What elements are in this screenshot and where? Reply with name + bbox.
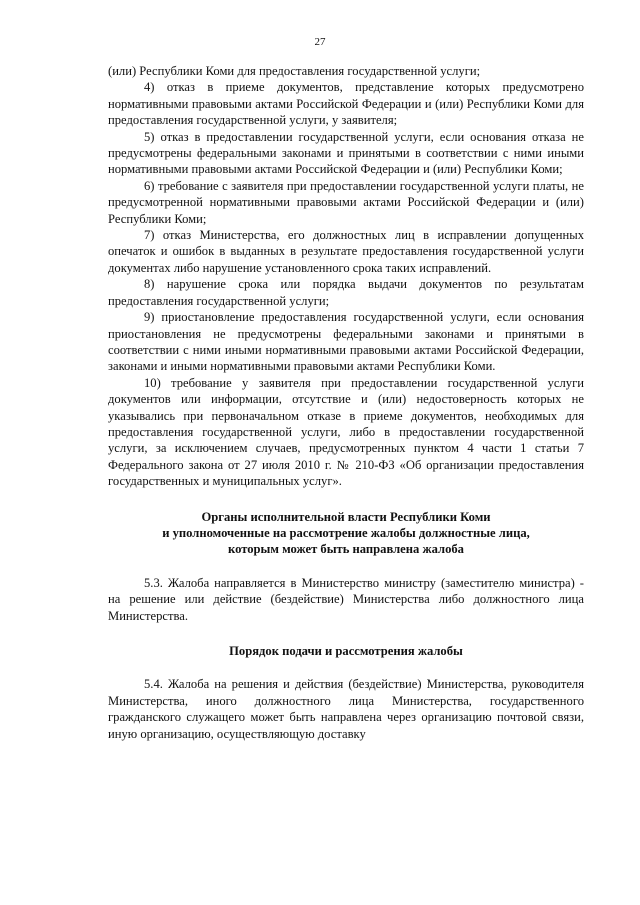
paragraph-5-3: 5.3. Жалоба направляется в Министерство министру (заместителю министра) - на решение или действие (бездействие) Министерства либо должностного лица Министерства. [108, 575, 584, 623]
list-item-6: 6) требование с заявителя при предоставлении государственной услуги платы, не предусмотренной нормативными правовыми актами Российской Федерации и (или) Республики Коми; [108, 178, 584, 226]
paragraph-5-4: 5.4. Жалоба на решения и действия (бездействие) Министерства, руководителя Министерства, иного должностного лица Министерства, государственного гражданского служащего может быть направлена через организацию почтовой связи, иную организацию, осуществляющую доставку [108, 677, 584, 741]
list-item-5: 5) отказ в предоставлении государственной услуги, если основания отказа не предусмотрены федеральными законами и принятыми в соответствии с ними иными нормативными правовыми актами Российской Федерации и (или) Республики Коми; [108, 129, 584, 177]
list-item-8: 8) нарушение срока или порядка выдачи документов по результатам предоставления государственной услуги; [108, 277, 584, 308]
heading-line: и уполномоченные на рассмотрение жалобы должностные лица, [162, 525, 530, 540]
section-heading-procedure: Порядок подачи и рассмотрения жалобы [229, 644, 463, 658]
list-item-9: 9) приостановление предоставления государственной услуги, если основания приостановления не предусмотрены федеральными законами и принятыми в соответствии с ними иными нормативными правовыми актами Российской Федерации, законами и иными нормативными правовыми актами Республики Коми. [108, 310, 584, 374]
heading-line: которым может быть направлена жалоба [228, 542, 464, 557]
list-item-7: 7) отказ Министерства, его должностных лиц в исправлении допущенных опечаток и ошибок в выданных в результате предоставления государственной услуги документах либо нарушение установленного срока таких исправлений. [108, 228, 584, 275]
document-body [108, 63, 584, 742]
page-number: 27 [314, 36, 326, 48]
section-heading-authorities [108, 509, 584, 558]
list-item-4: 4) отказ в приеме документов, представление которых предусмотрено нормативными правовыми актами Российской Федерации и (или) Республики Коми для предоставления государственной услуги, у заявителя; [108, 80, 584, 128]
paragraph-continuation: (или) Республики Коми для предоставления государственной услуги; [108, 64, 481, 78]
list-item-10: 10) требование у заявителя при предоставлении государственной услуги документов или информации, отсутствие и (или) недостоверность которых не указывались при первоначальном отказе в приеме документов, необходимых для предоставления государственной услуги, либо в предоставлении государственной услуги, за исключением случаев, предусмотренных пунктом 4 части 1 статьи 7 Федерального закона от 27 июля 2010 г. № 210-ФЗ «Об организации предоставления государственных и муниципальных услуг». [108, 375, 584, 489]
heading-line: Органы исполнительной власти Республики Коми [201, 509, 491, 524]
